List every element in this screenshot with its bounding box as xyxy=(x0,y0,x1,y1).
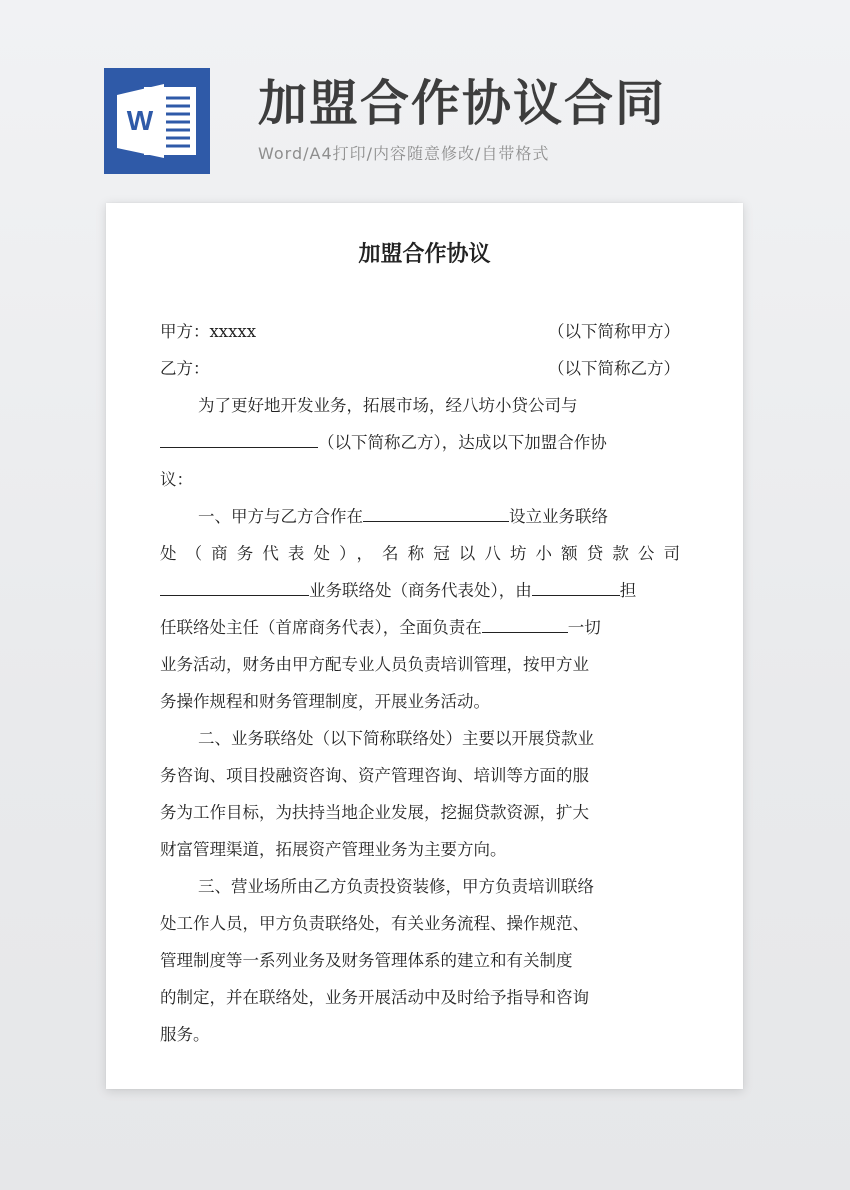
intro-line-3: 议： xyxy=(160,470,193,489)
clause1-line-1 xyxy=(160,498,680,535)
clause3-line-2: 处工作人员，甲方负责联络处，有关业务流程、操作规范、 xyxy=(160,914,589,933)
party-a-alias: （以下简称甲方） xyxy=(548,322,680,341)
clause2-line-4: 财富管理渠道，拓展资产管理业务为主要方向。 xyxy=(160,840,507,859)
clause1-line-2: 处（商务代表处），名称冠以八坊小额贷款公司 xyxy=(160,544,680,563)
clause2-line-2: 务咨询、项目投融资咨询、资产管理咨询、培训等方面的服 xyxy=(160,766,589,785)
clause3-line-1: 三、营业场所由乙方负责投资装修，甲方负责培训联络 xyxy=(198,877,594,896)
clause1-line-4 xyxy=(160,609,680,646)
clause3-line-3: 管理制度等一系列业务及财务管理体系的建立和有关制度 xyxy=(160,951,573,970)
document-title: 加盟合作协议 xyxy=(358,242,491,267)
clause1-line-3b: 担 xyxy=(619,581,637,600)
fill-blank xyxy=(482,610,568,633)
clause1-line-1a: 一、甲方与乙方合作在 xyxy=(198,507,363,526)
clause1-line-1b: 设立业务联络 xyxy=(509,507,608,526)
intro-line-2 xyxy=(160,424,680,461)
party-b-label: 乙方： xyxy=(160,359,210,378)
clause1-line-3 xyxy=(160,572,680,609)
clause1-line-4a: 任联络处主任（首席商务代表），全面负责在 xyxy=(160,618,482,637)
fill-blank xyxy=(160,573,309,596)
page-subtitle: Word/A4打印/内容随意修改/自带格式 xyxy=(258,144,550,163)
clause2-line-3: 务为工作目标，为扶持当地企业发展，挖掘贷款资源，扩大 xyxy=(160,803,589,822)
word-doc-icon xyxy=(104,68,210,174)
clause1-line-6: 务操作规程和财务管理制度，开展业务活动。 xyxy=(160,692,490,711)
clause3-line-5: 服务。 xyxy=(160,1025,210,1044)
word-letter: W xyxy=(126,105,154,136)
page-title: 加盟合作协议合同 xyxy=(258,75,667,132)
party-a-label: 甲方：xxxxx xyxy=(160,322,257,341)
intro-line-2-text: （以下简称乙方），达成以下加盟合作协 xyxy=(318,433,607,452)
clause1-line-3a: 业务联络处（商务代表处），由 xyxy=(309,581,532,600)
fill-blank xyxy=(532,573,620,596)
clause1-line-5: 业务活动，财务由甲方配专业人员负责培训管理，按甲方业 xyxy=(160,655,589,674)
clause1-line-4b: 一切 xyxy=(567,618,601,637)
intro-line-1: 为了更好地开发业务，拓展市场，经八坊小贷公司与 xyxy=(198,396,578,415)
document-body xyxy=(160,313,680,1053)
document-page xyxy=(106,203,743,1089)
fill-blank xyxy=(363,499,509,522)
party-b-alias: （以下简称乙方） xyxy=(548,359,680,378)
fill-blank xyxy=(160,425,318,448)
party-b-row xyxy=(160,350,680,387)
clause3-line-4: 的制定，并在联络处，业务开展活动中及时给予指导和咨询 xyxy=(160,988,589,1007)
clause2-line-1: 二、业务联络处（以下简称联络处）主要以开展贷款业 xyxy=(198,729,594,748)
party-a-row xyxy=(160,313,680,350)
